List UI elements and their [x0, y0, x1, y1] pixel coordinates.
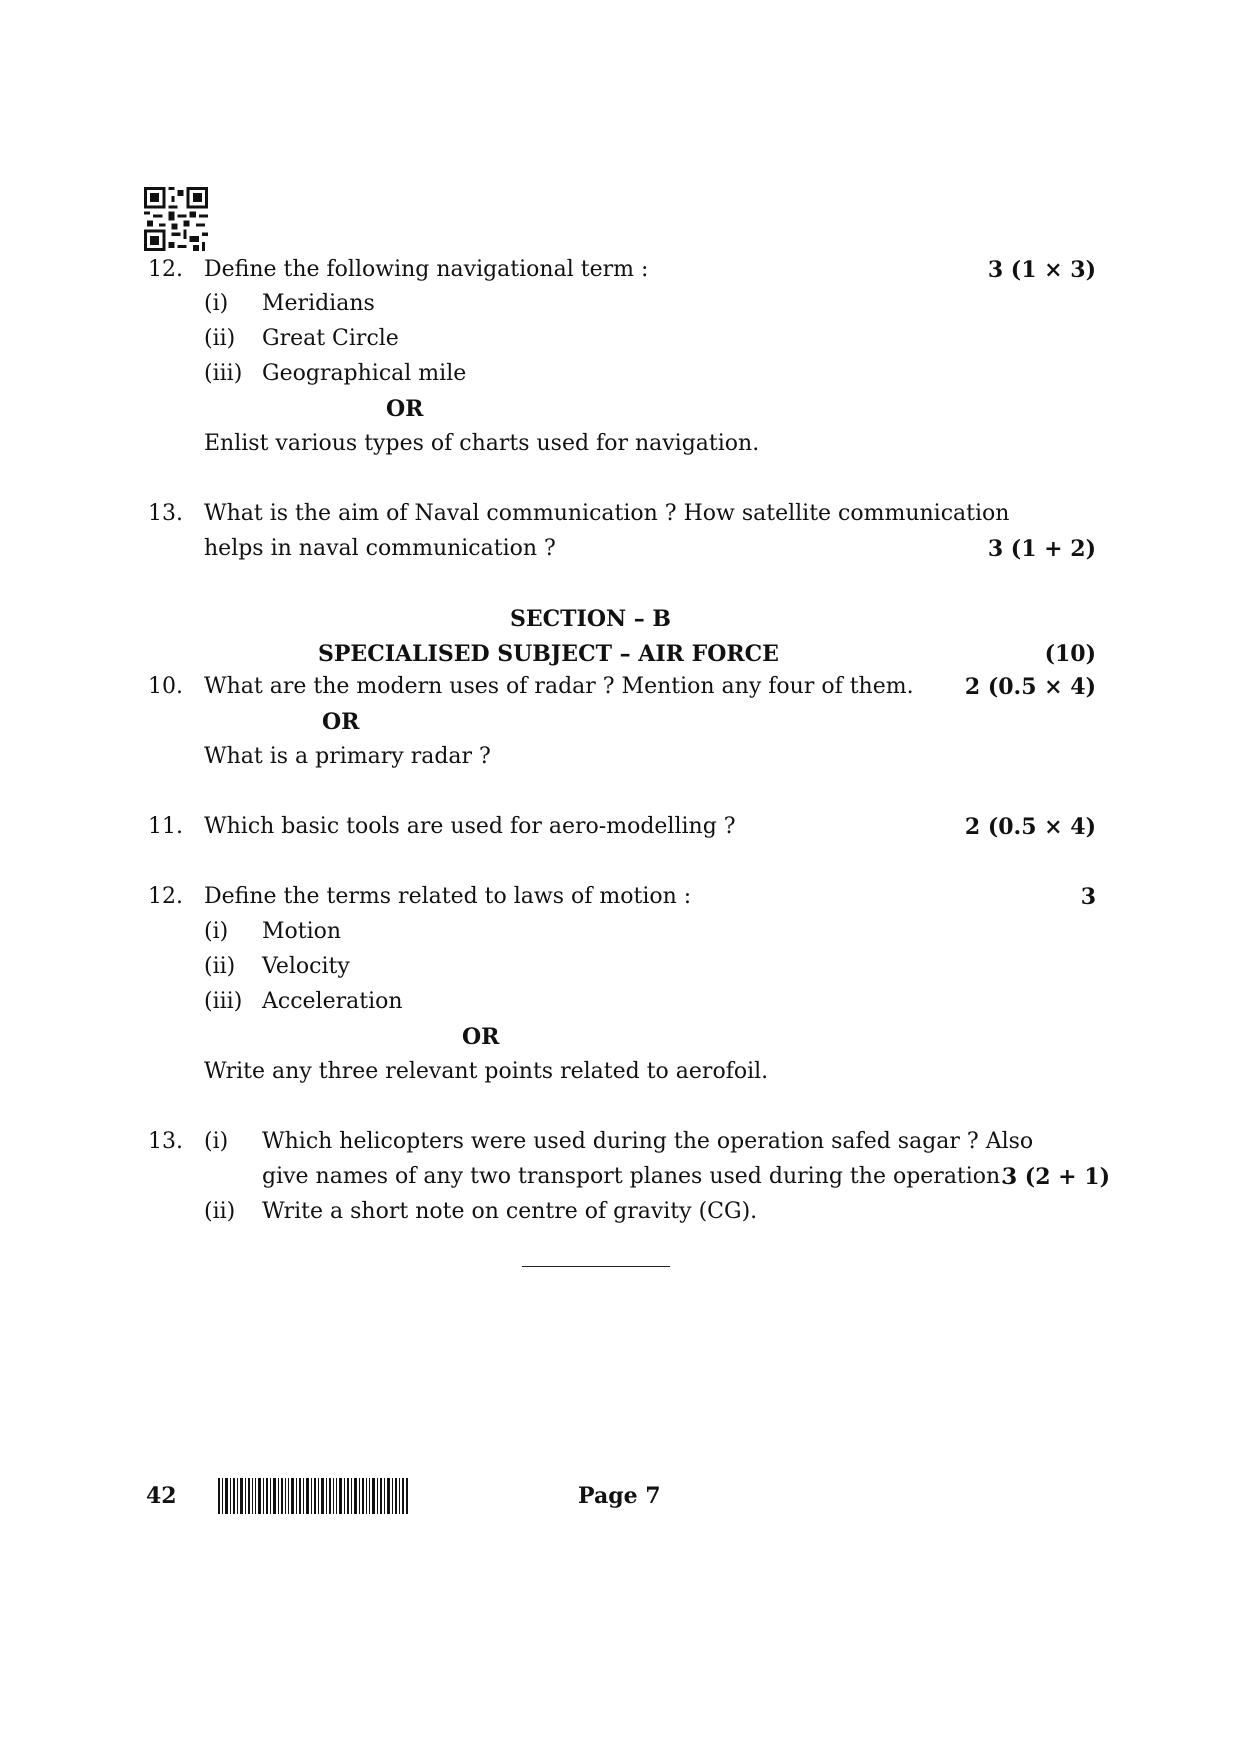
- end-rule: [522, 1266, 670, 1267]
- question-marks: 2 (0.5 × 4): [964, 814, 1096, 840]
- item-label: (ii): [204, 954, 236, 979]
- alternative-question: Enlist various types of charts used for navigation.: [204, 431, 760, 456]
- or-separator: OR: [386, 396, 424, 422]
- item-text: Meridians: [262, 291, 375, 316]
- question-marks: 3 (1 + 2): [987, 536, 1096, 562]
- qr-code: [144, 187, 208, 251]
- or-separator: OR: [462, 1024, 500, 1050]
- or-separator: OR: [322, 709, 360, 735]
- section-subtitle: SPECIALISED SUBJECT – AIR FORCE: [318, 641, 779, 667]
- question-marks: 2 (0.5 × 4): [964, 674, 1096, 700]
- question-marks: 3: [1080, 884, 1096, 910]
- question-number: 10.: [148, 674, 183, 699]
- page-number: Page 7: [578, 1483, 661, 1509]
- question-text: Define the terms related to laws of motion :: [204, 884, 692, 909]
- question-number: 12.: [148, 884, 183, 909]
- question-marks: 3 (1 × 3): [987, 257, 1096, 283]
- part-text: give names of any two transport planes used during the operation.: [262, 1164, 1008, 1189]
- item-text: Motion: [262, 919, 342, 944]
- item-label: (iii): [204, 989, 243, 1014]
- item-text: Acceleration: [262, 989, 403, 1014]
- question-text: What are the modern uses of radar ? Mention any four of them.: [204, 674, 914, 699]
- question-text: Define the following navigational term :: [204, 257, 649, 282]
- part-label: (ii): [204, 1199, 236, 1224]
- question-marks: 3 (2 + 1): [1001, 1164, 1110, 1190]
- item-text: Great Circle: [262, 326, 399, 351]
- section-marks: (10): [1044, 641, 1096, 667]
- part-text: Write a short note on centre of gravity (CG).: [262, 1199, 758, 1224]
- question-number: 12.: [148, 257, 183, 282]
- part-text: Which helicopters were used during the operation safed sagar ? Also: [262, 1129, 1034, 1154]
- question-text: Which basic tools are used for aero-modelling ?: [204, 814, 736, 839]
- question-text: What is the aim of Naval communication ? How satellite communication: [204, 501, 1010, 526]
- item-text: Velocity: [262, 954, 350, 979]
- question-text: helps in naval communication ?: [204, 536, 556, 561]
- item-label: (i): [204, 291, 229, 316]
- alternative-question: What is a primary radar ?: [204, 744, 491, 769]
- paper-code: 42: [146, 1483, 177, 1509]
- item-label: (ii): [204, 326, 236, 351]
- barcode: [218, 1478, 408, 1514]
- part-label: (i): [204, 1129, 229, 1154]
- question-number: 13.: [148, 1129, 183, 1154]
- item-text: Geographical mile: [262, 361, 467, 386]
- question-number: 13.: [148, 501, 183, 526]
- alternative-question: Write any three relevant points related to aerofoil.: [204, 1059, 769, 1084]
- item-label: (iii): [204, 361, 243, 386]
- question-number: 11.: [148, 814, 183, 839]
- item-label: (i): [204, 919, 229, 944]
- section-title: SECTION – B: [510, 606, 672, 632]
